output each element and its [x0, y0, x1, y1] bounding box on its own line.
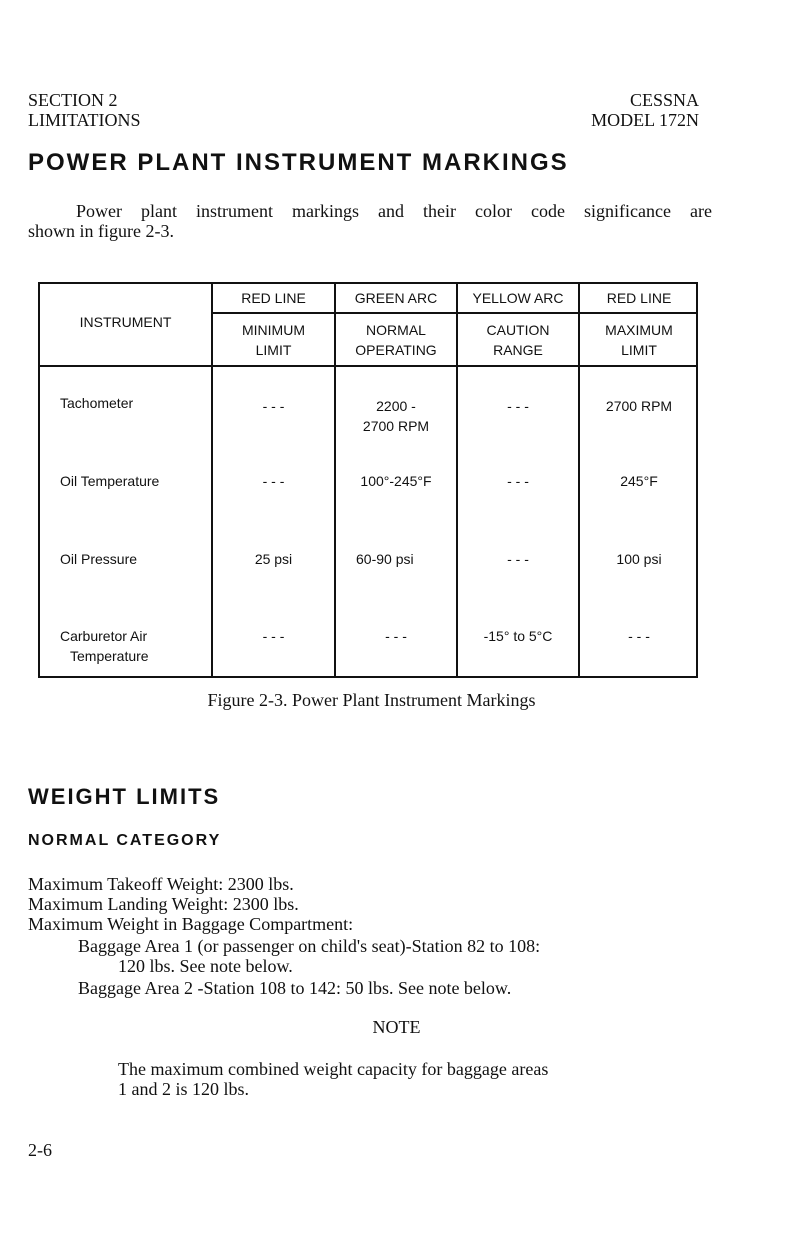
table-cell: - - - [628, 628, 650, 644]
table-cell: 25 psi [254, 551, 293, 567]
instrument-column-header: INSTRUMENT [79, 314, 172, 330]
table-cell: - - - [262, 473, 285, 489]
table-cell: 100°-245°F [360, 473, 432, 489]
baggage-area-1: Baggage Area 1 (or passenger on child's seat)-Station 82 to 108: [78, 936, 541, 956]
table-cell: 2700 RPM [605, 398, 673, 414]
intro-paragraph [28, 201, 712, 241]
column-meaning [336, 320, 456, 360]
intro-line-1: Power plant instrument markings and their color code significance are [76, 201, 712, 221]
table-cell: - - - [507, 398, 529, 414]
column-meaning-line: MAXIMUM [605, 322, 673, 338]
table-cell: - - - [507, 551, 529, 567]
note-line-1: The maximum combined weight capacity for baggage areas [118, 1059, 549, 1079]
column-color-label: RED LINE [241, 290, 306, 306]
table-cell: -15° to 5°C [483, 628, 553, 644]
column-meaning-line: RANGE [493, 342, 543, 358]
column-meaning [213, 320, 334, 360]
table-cell-line: 2700 RPM [362, 418, 430, 434]
note-title: NOTE [372, 1017, 421, 1037]
table-cell [336, 396, 456, 436]
manufacturer: CESSNA [629, 90, 699, 110]
baggage-area-1-limit: 120 lbs. See note below. [118, 956, 293, 976]
section-title: POWER PLANT INSTRUMENT MARKINGS [28, 149, 569, 176]
column-color-label: GREEN ARC [354, 290, 438, 306]
column-meaning-line: LIMIT [255, 342, 292, 358]
instrument-markings-table [38, 282, 698, 678]
normal-category-title: NORMAL CATEGORY [28, 832, 222, 849]
instrument-label: Tachometer [60, 395, 134, 411]
model-header [591, 90, 699, 130]
column-color-label: YELLOW ARC [472, 290, 564, 306]
model-name: MODEL 172N [591, 110, 699, 130]
table-cell: - - - [262, 398, 285, 414]
table-cell: 100 psi [616, 551, 662, 567]
table-cell-line: 2200 - [376, 398, 416, 414]
baggage-area-2: Baggage Area 2 -Station 108 to 142: 50 lbs. See note below. [78, 978, 512, 998]
section-header [28, 90, 141, 130]
column-meaning-line: NORMAL [366, 322, 426, 338]
column-meaning-line: MINIMUM [242, 322, 305, 338]
column-meaning-line: OPERATING [355, 342, 437, 358]
instrument-label [60, 626, 149, 666]
column-meaning-line: LIMIT [621, 342, 657, 358]
intro-line-2: shown in figure 2-3. [28, 221, 174, 241]
figure-caption: Figure 2-3. Power Plant Instrument Markings [207, 690, 536, 710]
table-cell: 60-90 psi [356, 551, 414, 567]
table-divider [211, 312, 696, 314]
table-cell: - - - [507, 473, 529, 489]
column-meaning-line: CAUTION [486, 322, 550, 338]
table-cell: - - - [262, 628, 285, 644]
table-cell: - - - [385, 628, 407, 644]
instrument-label: Oil Temperature [60, 473, 160, 489]
column-color-label: RED LINE [606, 290, 672, 306]
landing-weight: Maximum Landing Weight: 2300 lbs. [28, 894, 299, 914]
note-line-2: 1 and 2 is 120 lbs. [118, 1079, 250, 1099]
instrument-label: Oil Pressure [60, 551, 138, 567]
column-meaning [458, 320, 578, 360]
table-divider [40, 365, 696, 367]
baggage-weight: Maximum Weight in Baggage Compartment: [28, 914, 354, 934]
instrument-label-line: Temperature [70, 648, 149, 664]
takeoff-weight: Maximum Takeoff Weight: 2300 lbs. [28, 874, 294, 894]
instrument-label-line: Carburetor Air [60, 628, 148, 644]
page-number: 2-6 [28, 1140, 52, 1160]
column-meaning [580, 320, 698, 360]
section-number: SECTION 2 [28, 90, 118, 110]
table-cell: 245°F [620, 473, 658, 489]
section-name: LIMITATIONS [28, 110, 141, 130]
weight-limits-title: WEIGHT LIMITS [28, 784, 221, 809]
